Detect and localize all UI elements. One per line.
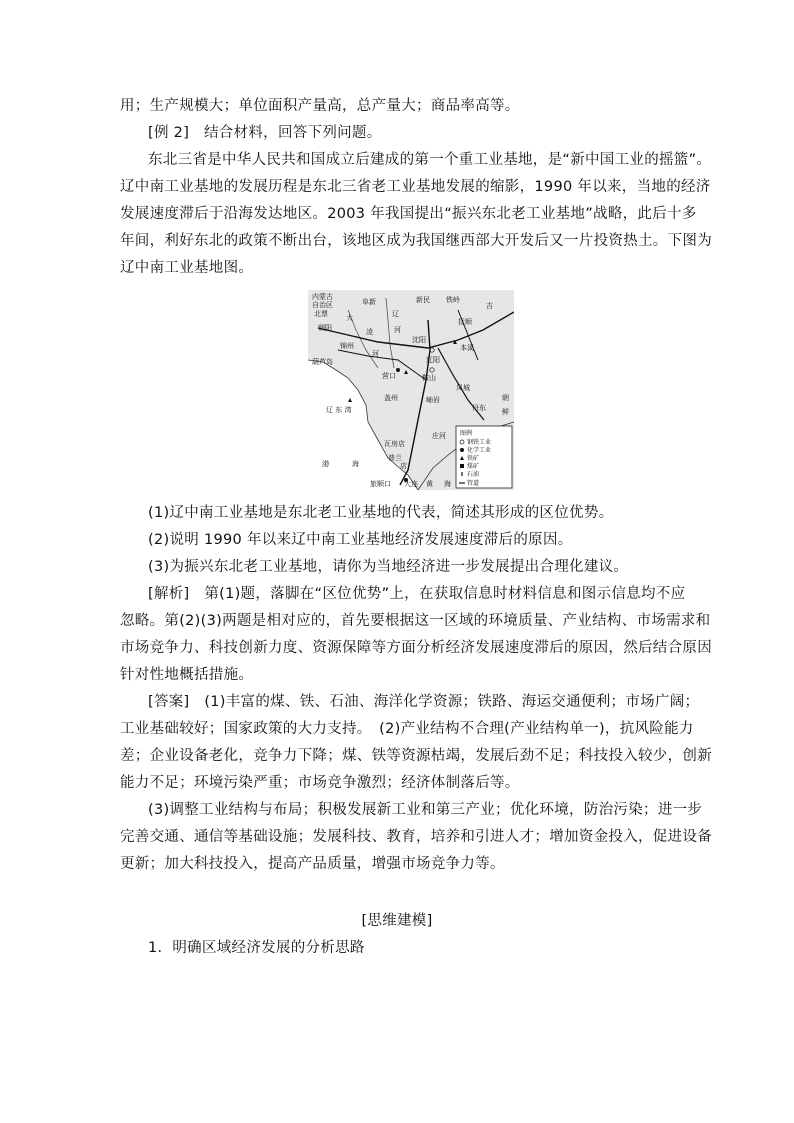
place-label: 旅顺口: [370, 480, 391, 488]
legend-title: 图例: [460, 430, 473, 437]
paragraph-line: 辽中南工业基地图。: [120, 260, 254, 276]
place-label: 抚顺: [458, 318, 472, 326]
place-label-sea: 黄: [426, 480, 433, 488]
paragraph-line: 年间，利好东北的政策不断出台，该地区成为我国继西部大开发后又一片投资热土。下图为: [120, 233, 712, 249]
place-label: 阜新: [362, 298, 376, 306]
section-heading: [思维建模]: [361, 913, 433, 929]
answer-line: 完善交通、通信等基础设施；发展科技、教育，培养和引进人才；增加资金投入，促进设备: [120, 829, 712, 845]
place-label: 内蒙古: [312, 293, 333, 301]
legend-iron-ore: 铁矿: [467, 455, 480, 462]
question-3: (3)为振兴东北老工业基地，请你为当地经济进一步发展提出合理化建议。: [148, 559, 629, 575]
paragraph-line: 用；生产规模大；单位面积产量高，总产量大；商品率高等。: [120, 98, 520, 114]
legend-pipeline: 管道: [467, 480, 480, 487]
subsection-heading: 1．明确区域经济发展的分析思路: [148, 940, 365, 956]
place-label: 凌: [366, 328, 373, 336]
place-label: 普兰: [388, 454, 402, 462]
paragraph-line: 东北三省是中华人民共和国成立后建成的第一个重工业基地，是“新中国工业的摇篮”。: [148, 152, 712, 168]
answer-line: (3)调整工业结构与布局；积极发展新工业和第三产业；优化环境，防治污染；进一步: [148, 802, 703, 818]
place-label: 庄河: [432, 432, 446, 440]
paragraph-line: 发展速度滞后于沿海发达地区。2003 年我国提出“振兴东北老工业基地”战略，此后十多: [120, 206, 697, 222]
place-label: 自治区: [312, 301, 333, 309]
liaozhongnan-industrial-base-map: [308, 290, 514, 490]
place-label: 河: [394, 326, 401, 334]
place-label: 大连: [404, 480, 418, 488]
analysis-line: 忽略。第(2)(3)两题是相对应的，首先要根据这一区域的环境质量、产业结构、市场需求和: [120, 613, 711, 629]
place-label: 盖州: [384, 394, 398, 402]
place-label: 新民: [416, 296, 430, 304]
place-label: 沈阳: [412, 336, 426, 344]
place-label: 辽阳: [426, 356, 440, 364]
place-label: 大: [346, 314, 353, 322]
place-label: 葫芦岛: [312, 358, 333, 366]
place-label: 鞍山: [422, 374, 436, 382]
place-label-sea: 海: [444, 480, 451, 488]
paragraph-line: 辽中南工业基地的发展历程是东北三省老工业基地发展的缩影，1990 年以来，当地的经济: [120, 179, 711, 195]
place-label: 店: [400, 462, 407, 470]
place-label: 铁岭: [446, 296, 460, 304]
place-label: 本溪: [460, 344, 474, 352]
answer-line: [答案] (1)丰富的煤、铁、石油、海洋化学资源；铁路、海运交通便利；市场广阔；: [148, 694, 700, 710]
place-label: 营口: [382, 372, 396, 380]
example-heading: [例 2] 结合材料，回答下列问题。: [148, 125, 382, 141]
place-label: 吉: [486, 302, 493, 310]
place-label: 朝: [502, 394, 509, 402]
place-label: 河: [372, 350, 379, 358]
place-label-sea: 渤: [322, 460, 329, 468]
place-label: 凤城: [456, 384, 470, 392]
place-label-sea: 海: [352, 460, 359, 468]
place-label: 北票: [314, 310, 328, 318]
place-label-bay: 辽 东 湾: [326, 406, 352, 414]
legend-coal: 煤矿: [467, 463, 480, 470]
place-label: 岫岩: [426, 396, 440, 404]
place-label: 瓦房店: [384, 440, 405, 448]
place-label: 鲜: [502, 408, 509, 416]
answer-line: 能力不足；环境污染严重；市场竞争激烈；经济体制落后等。: [120, 775, 520, 791]
question-1: (1)辽中南工业基地是东北老工业基地的代表，简述其形成的区位优势。: [148, 505, 614, 521]
legend-chemical: 化学工业: [467, 447, 492, 454]
answer-line: 差；企业设备老化，竞争力下降；煤、铁等资源枯竭，发展后劲不足；科技投入较少，创新: [120, 748, 712, 764]
place-label: 锦州: [340, 342, 354, 350]
legend-steel: 钢铁工业: [467, 439, 492, 446]
place-label: 辽: [392, 310, 399, 318]
analysis-line: 针对性地概括措施。: [120, 667, 254, 683]
analysis-line: 市场竞争力、科技创新力度、资源保障等方面分析经济发展速度滞后的原因，然后结合原因: [120, 640, 712, 656]
answer-line: 更新；加大科技投入，提高产品质量，增强市场竞争力等。: [120, 856, 505, 872]
place-label: 丹东: [472, 404, 486, 412]
answer-line: 工业基础较好；国家政策的大力支持。 (2)产业结构不合理(产业结构单一)，抗风险能力: [120, 721, 694, 737]
analysis-line: [解析] 第(1)题，落脚在“区位优势”上，在获取信息时材料信息和图示信息均不应: [148, 586, 686, 602]
question-2: (2)说明 1990 年以来辽中南工业基地经济发展速度滞后的原因。: [148, 532, 573, 548]
legend-oil: 石油: [467, 471, 480, 478]
place-label: 朝阳: [318, 324, 332, 332]
